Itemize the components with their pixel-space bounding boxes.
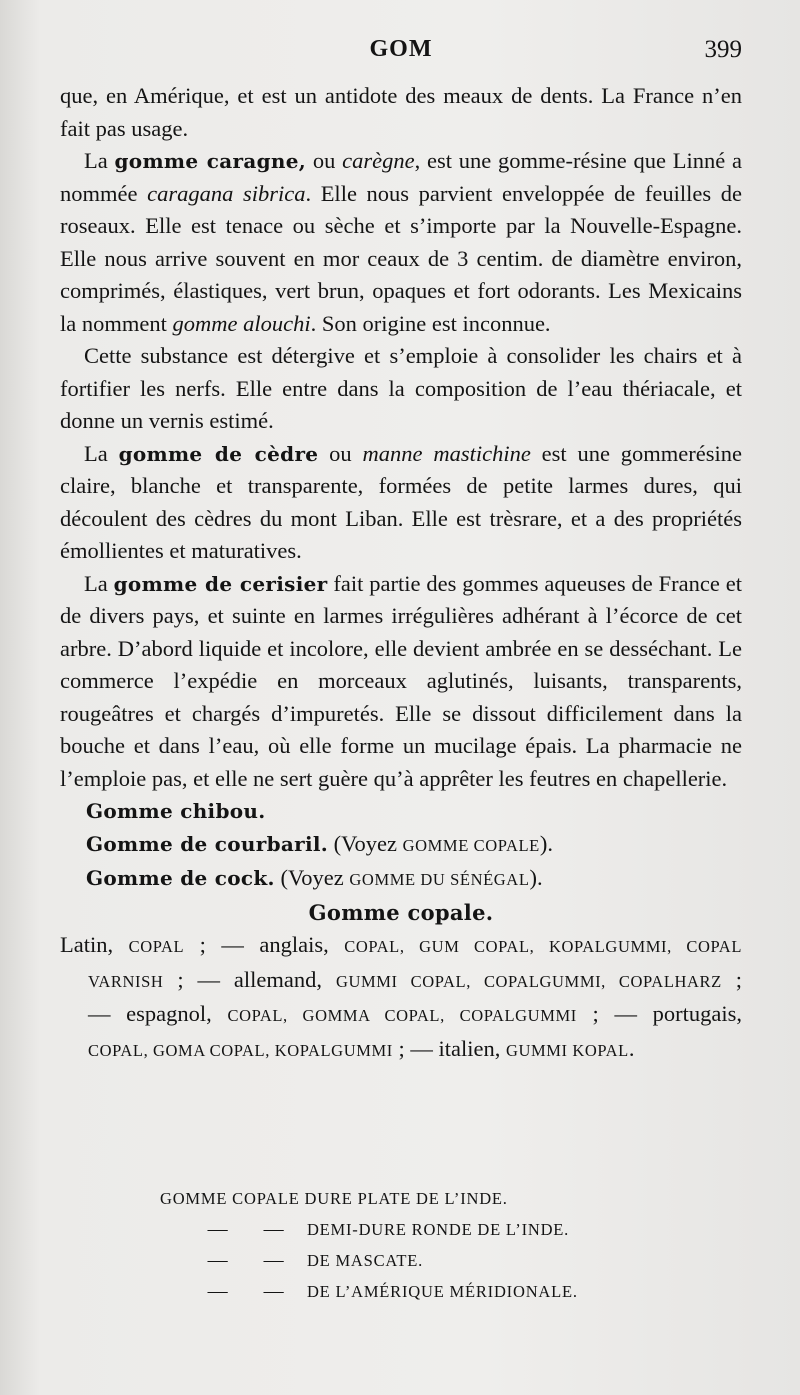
cross-reference: GOMME COPALE xyxy=(402,835,540,855)
running-head: GOM xyxy=(369,36,433,62)
variety-item: — — DE MASCATE. xyxy=(207,1249,423,1271)
term-gomme-caragne: gomme caragne, xyxy=(114,149,307,173)
copal-varieties-list xyxy=(60,1183,742,1307)
variety-item: GOMME COPALE DURE PLATE DE L’INDE. xyxy=(160,1189,508,1208)
paragraph-gomme-de-cerisier: La gomme de cerisier fait partie des gommes aqueuses de France et de divers pays, et suinte en larmes irrégulières adhérant à l’écorce de cet arbre. D’abord liquide et incolore, elle devient ambrée en se desséchant. Le commerce l’expédie en morceaux aglutinés, luisants, transparents, rougeâtres et chargés d’impuretés. Elle se dissout difficilement dans la bouche et dans l’eau, où elle forme un mucilage épais. La pharmacie ne l’emploie pas, et elle ne sert guère qu’à apprêter les feutres en chapellerie. xyxy=(60,570,742,791)
synonyms-line-4: COPAL, GOMA COPAL, KOPALGUMMI ; — italien, GUMMI KOPAL. xyxy=(88,1035,635,1061)
entry-gomme-de-courbaril: Gomme de courbaril. (Voyez GOMME COPALE). xyxy=(86,830,553,856)
page-number: 399 xyxy=(704,36,742,63)
entry-gomme-de-cock: Gomme de cock. (Voyez GOMME DU SÉNÉGAL). xyxy=(86,865,543,890)
paragraph-gomme-caragne: La gomme caragne, ou carègne, est une gomme-résine que Linné a nommée caragana sibrica. Elle nous parvient enveloppée de feuilles de roseaux. Elle est tenace ou sèche et s’importe par la Nouvelle-Espagne. Elle nous arrive souvent en mor ceaux de 3 centim. de diamètre environ, comprimés, élastiques, vert brun, opaques et fort odorants. Les Mexicains la nomment gomme alouchi. Son origine est inconnue. xyxy=(60,148,743,336)
synonyms-line-3: — espagnol, COPAL, GOMMA COPAL, COPALGUMMI ; — portugais, xyxy=(88,1001,742,1026)
paragraph-substance-uses: Cette substance est détergive et s’emploie à consolider les chairs et à fortifier les nerfs. Elle entre dans la composition de l’eau thériacale, et donne un vernis estimé. xyxy=(60,343,742,433)
section-title-gomme-copale: Gomme copale. xyxy=(308,899,494,925)
paragraph-continuation: que, en Amérique, et est un antidote des meaux de dents. La France n’en fait pas usage. xyxy=(60,83,742,141)
variety-item: — — DEMI-DURE RONDE DE L’INDE. xyxy=(207,1218,570,1240)
synonyms-line-1: Latin, COPAL ; — anglais, COPAL, GUM COPAL, KOPALGUMMI, COPAL xyxy=(60,932,742,957)
page-body xyxy=(60,80,742,1067)
entry-gomme-chibou: Gomme chibou. xyxy=(86,799,266,823)
paragraph-gomme-de-cedre: La gomme de cèdre ou manne mastichine est une gommerésine claire, blanche et transparente, formées de petite larmes dures, qui découlent des cèdres du mont Liban. Elle est trèsrare, et a des propriétés émollientes et maturatives. xyxy=(60,440,743,563)
term-gomme-de-cedre: gomme de cèdre xyxy=(118,441,319,466)
variety-item: — — DE L’AMÉRIQUE MÉRIDIONALE. xyxy=(207,1280,578,1302)
page-header xyxy=(60,36,742,72)
term-gomme-de-cerisier: gomme de cerisier xyxy=(113,571,328,596)
cross-reference: GOMME DU SÉNÉGAL xyxy=(349,870,530,889)
synonyms-line-2: VARNISH ; — allemand, GUMMI COPAL, COPALGUMMI, COPALHARZ ; xyxy=(88,966,742,992)
